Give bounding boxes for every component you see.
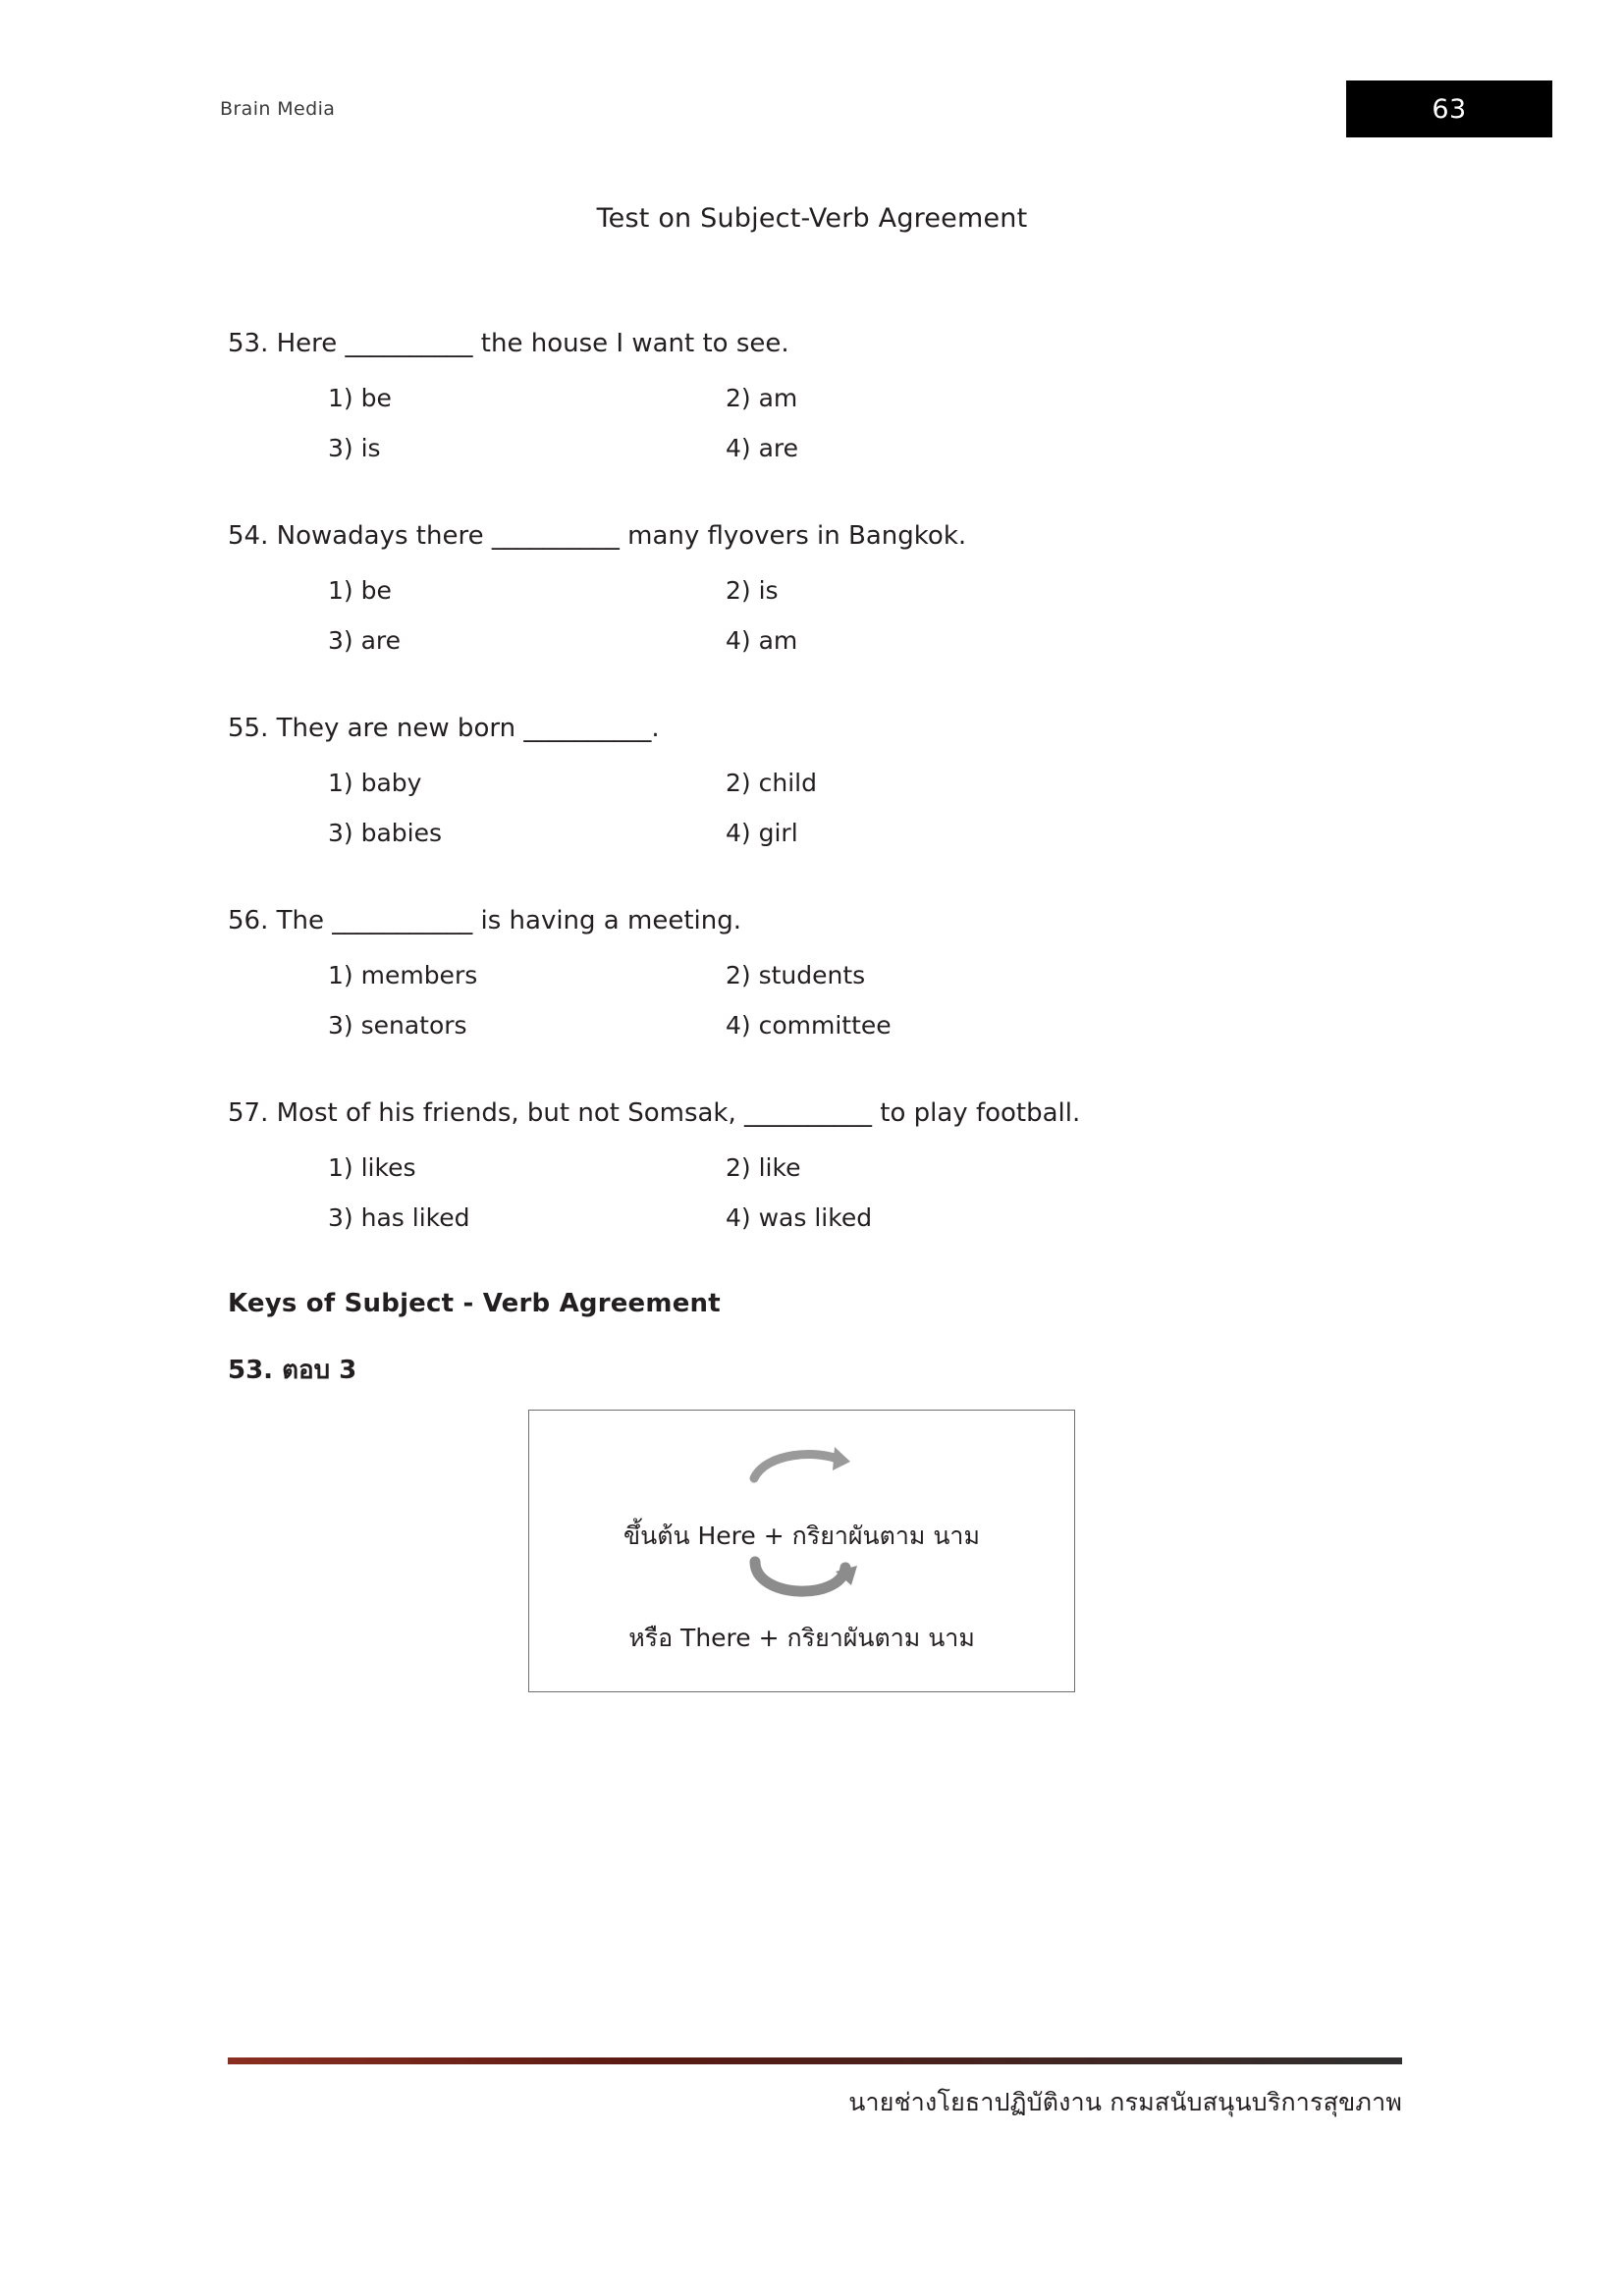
choice-row <box>228 960 1435 992</box>
choice-row <box>228 625 1435 658</box>
choice-option[interactable]: 2) like <box>726 1153 801 1183</box>
choice-row <box>228 818 1435 850</box>
question-stem: 54. Nowadays there __________ many flyovers in Bangkok. <box>228 521 967 552</box>
choice-row <box>228 1152 1435 1185</box>
choice-option[interactable]: 2) am <box>726 384 798 413</box>
choice-option[interactable]: 2) is <box>726 576 779 606</box>
diagram-line-2: หรือ There + กริยาผันตาม นาม <box>628 1624 975 1653</box>
choice-option[interactable]: 4) girl <box>726 818 798 847</box>
choice-option[interactable]: 3) senators <box>328 1010 467 1040</box>
page-title: Test on Subject-Verb Agreement <box>596 203 1028 234</box>
question-stem: 56. The ___________ is having a meeting. <box>228 906 741 936</box>
choice-option[interactable]: 4) was liked <box>726 1202 873 1232</box>
choice-option[interactable]: 4) committee <box>726 1010 892 1040</box>
choice-option[interactable]: 1) be <box>328 576 392 606</box>
questions-container <box>228 327 1435 1692</box>
choice-option[interactable]: 4) are <box>726 433 799 462</box>
choice-row <box>228 1010 1435 1042</box>
curved-arrow-loop-icon <box>743 1556 861 1615</box>
question-block <box>228 327 1435 464</box>
choice-row <box>228 383 1435 415</box>
choice-row <box>228 768 1435 800</box>
choice-row <box>228 433 1435 465</box>
choice-option[interactable]: 2) child <box>726 769 817 798</box>
question-stem: 57. Most of his friends, but not Somsak, __________ to play football. <box>228 1098 1081 1129</box>
choice-option[interactable]: 2) students <box>726 961 866 990</box>
choice-option[interactable]: 3) are <box>328 625 402 655</box>
footer-divider <box>228 2057 1402 2064</box>
question-block <box>228 904 1435 1041</box>
choice-option[interactable]: 4) am <box>726 625 798 655</box>
page-number-badge: 63 <box>1346 80 1552 137</box>
question-stem: 55. They are new born __________. <box>228 714 660 744</box>
question-block <box>228 1096 1435 1234</box>
choice-option[interactable]: 1) members <box>328 961 478 990</box>
question-block <box>228 519 1435 657</box>
brand-label: Brain Media <box>220 98 336 120</box>
question-block <box>228 712 1435 849</box>
key-answer: 53. ตอบ 3 <box>228 1356 357 1386</box>
curved-arrow-right-icon <box>748 1445 856 1494</box>
question-stem: 53. Here __________ the house I want to see. <box>228 329 789 358</box>
choice-option[interactable]: 1) likes <box>328 1153 416 1183</box>
choice-option[interactable]: 1) baby <box>328 769 422 798</box>
choice-option[interactable]: 1) be <box>328 384 392 413</box>
choice-option[interactable]: 3) has liked <box>328 1202 470 1232</box>
diagram-line-1: ขึ้นต้น Here + กริยาผันตาม นาม <box>623 1522 980 1551</box>
explanation-diagram <box>528 1410 1075 1692</box>
keys-heading: Keys of Subject - Verb Agreement <box>228 1289 721 1319</box>
choice-option[interactable]: 3) babies <box>328 818 443 847</box>
choice-row <box>228 1202 1435 1235</box>
choice-option[interactable]: 3) is <box>328 433 381 462</box>
choice-row <box>228 575 1435 608</box>
footer-text: นายช่างโยธาปฏิบัติงาน กรมสนับสนุนบริการสุขภาพ <box>848 2088 1402 2116</box>
